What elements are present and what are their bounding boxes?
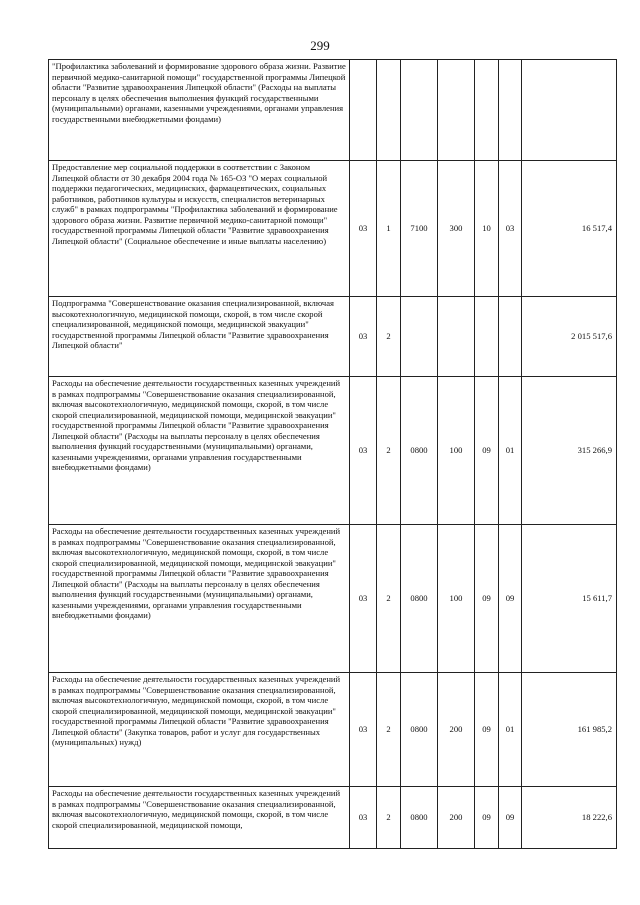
code-6: 09 [499,787,522,849]
amount: 161 985,2 [522,673,617,787]
code-6 [499,297,522,377]
code-5 [475,60,499,161]
code-1: 03 [350,161,377,297]
amount: 18 222,6 [522,787,617,849]
table-row [49,787,617,849]
table-row [49,297,617,377]
table-row [49,673,617,787]
code-6: 09 [499,525,522,673]
page-number: 299 [310,38,330,53]
code-2: 2 [377,297,401,377]
code-3: 7100 [401,161,438,297]
code-2: 2 [377,673,401,787]
code-4: 100 [438,525,475,673]
code-4 [438,60,475,161]
code-1 [350,60,377,161]
code-4: 100 [438,377,475,525]
table-row [49,377,617,525]
row-name: Расходы на обеспечение деятельности государственных казенных учреждений в рамках подпрограммы "Совершенствование оказания специализированной, включая высокотехнологичную, медицинской помощи, скорой, в том числе скорой специализированной, медицинской помощи, медицинской эвакуации" государственной программы Липецкой области "Развитие здравоохранения Липецкой области" (Расходы на выплаты персоналу в целях обеспечения выполнения функций государственными (муниципальными) органами, казенными учреждениями, органами управления государственными внебюджетными фондами) [49,377,350,525]
amount: 15 611,7 [522,525,617,673]
code-3: 0800 [401,377,438,525]
code-2: 2 [377,377,401,525]
code-2: 2 [377,787,401,849]
budget-table [48,59,617,849]
code-5: 10 [475,161,499,297]
code-4 [438,297,475,377]
table-row [49,60,617,161]
table-row [49,161,617,297]
code-2 [377,60,401,161]
code-1: 03 [350,297,377,377]
amount [522,60,617,161]
code-3 [401,297,438,377]
code-1: 03 [350,377,377,525]
row-name: Предоставление мер социальной поддержки в соответствии с Законом Липецкой области от 30 декабря 2004 года № 165-ОЗ "О мерах социальной поддержки педагогических, медицинских, фармацевтических, социальных работников, работников культуры и искусств, специалистов ветеринарных служб" в рамках подпрограммы "Профилактика заболеваний и формирование здорового образа жизни. Развитие первичной медико-санитарной помощи" государственной программы Липецкой области "Развитие здравоохранения Липецкой области" (Социальное обеспечение и иные выплаты населению) [49,161,350,297]
row-name: Подпрограмма "Совершенствование оказания специализированной, включая высокотехнологичную, медицинской помощи, скорой, в том числе скорой специализированной, медицинской помощи, медицинской эвакуации" государственной программы Липецкой области "Развитие здравоохранения Липецкой области" [49,297,350,377]
code-5: 09 [475,673,499,787]
code-2: 2 [377,525,401,673]
amount: 315 266,9 [522,377,617,525]
row-name: Расходы на обеспечение деятельности государственных казенных учреждений в рамках подпрограммы "Совершенствование оказания специализированной, включая высокотехнологичную, медицинской помощи, скорой, в том числе скорой специализированной, медицинской помощи, медицинской эвакуации" государственной программы Липецкой области "Развитие здравоохранения Липецкой области" (Расходы на выплаты персоналу в целях обеспечения выполнения функций государственными (муниципальными) органами, казенными учреждениями, органами управления государственными внебюджетными фондами) [49,525,350,673]
amount: 16 517,4 [522,161,617,297]
code-5: 09 [475,525,499,673]
code-4: 200 [438,673,475,787]
code-1: 03 [350,787,377,849]
code-2: 1 [377,161,401,297]
row-name: "Профилактика заболеваний и формирование здорового образа жизни. Развитие первичной медико-санитарной помощи" государственной программы Липецкой области "Развитие здравоохранения Липецкой области" (Расходы на выплаты персоналу в целях обеспечения выполнения функций государственными (муниципальными) органами, казенными учреждениями, органами управления государственными внебюджетными фондами) [49,60,350,161]
code-3 [401,60,438,161]
code-6 [499,60,522,161]
code-1: 03 [350,673,377,787]
code-3: 0800 [401,787,438,849]
code-1: 03 [350,525,377,673]
code-6: 01 [499,377,522,525]
code-3: 0800 [401,525,438,673]
row-name: Расходы на обеспечение деятельности государственных казенных учреждений в рамках подпрограммы "Совершенствование оказания специализированной, включая высокотехнологичную, медицинской помощи, скорой, в том числе скорой специализированной, медицинской помощи, медицинской эвакуации" государственной программы Липецкой области "Развитие здравоохранения Липецкой области" (Закупка товаров, работ и услуг для государственных (муниципальных) нужд) [49,673,350,787]
code-5 [475,297,499,377]
code-3: 0800 [401,673,438,787]
code-4: 200 [438,787,475,849]
code-6: 03 [499,161,522,297]
row-name: Расходы на обеспечение деятельности государственных казенных учреждений в рамках подпрограммы "Совершенствование оказания специализированной, включая высокотехнологичную, медицинской помощи, скорой, в том числе скорой специализированной, медицинской помощи, [49,787,350,849]
code-4: 300 [438,161,475,297]
code-5: 09 [475,787,499,849]
amount: 2 015 517,6 [522,297,617,377]
table-row [49,525,617,673]
code-6: 01 [499,673,522,787]
code-5: 09 [475,377,499,525]
